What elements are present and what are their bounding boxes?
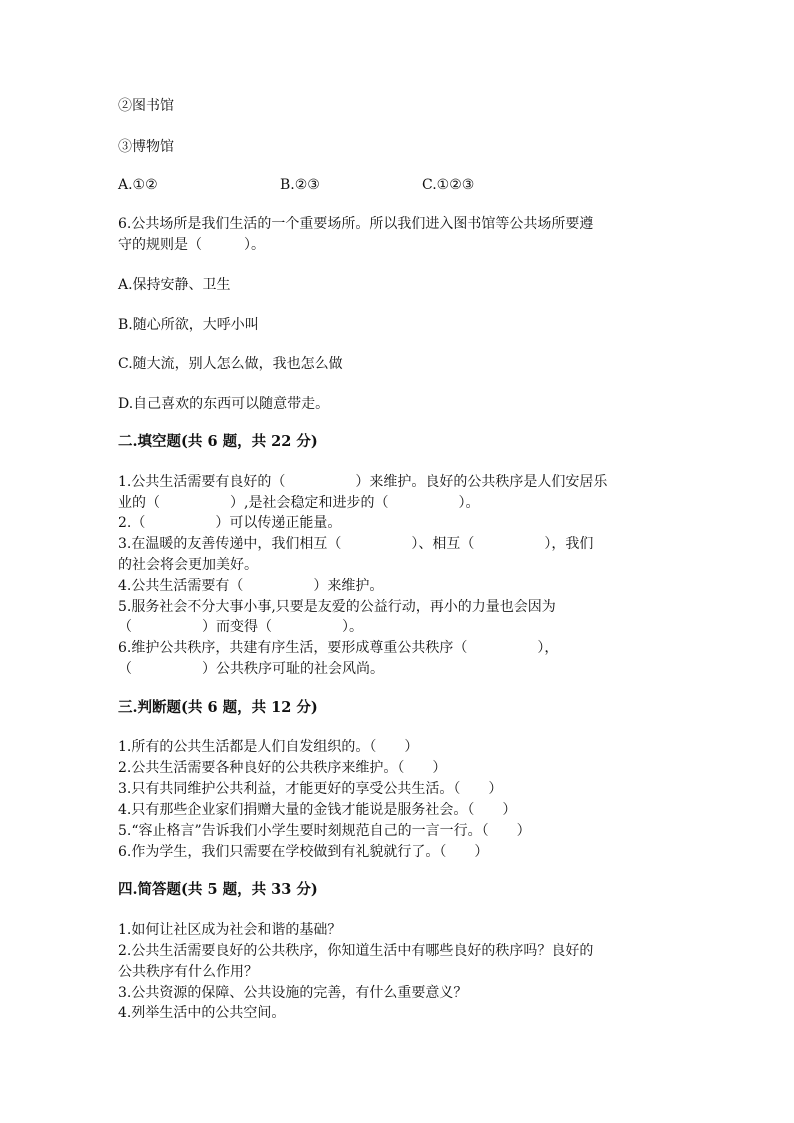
q6-option-d: D.自己喜欢的东西可以随意带走。 — [118, 396, 330, 412]
judge-line-5: 5.“容止格言”告诉我们小学生要时刻规范自己的一言一行。（ ） — [118, 823, 531, 839]
fill-line-7: 5.服务社会不分大事小事,只要是友爱的公益行动，再小的力量也会因为 — [118, 599, 556, 615]
q6-option-b: B.随心所欲，大呼小叫 — [118, 317, 259, 333]
section-3-heading: 三.判断题(共 6 题，共 12 分) — [118, 699, 318, 716]
q6-option-a: A.保持安静、卫生 — [118, 277, 231, 293]
q5-item-2: ②图书馆 — [118, 98, 174, 114]
fill-line-10: （ ）公共秩序可耻的社会风尚。 — [118, 661, 384, 677]
q5-option-b: B.②③ — [280, 177, 320, 193]
fill-line-4: 3.在温暖的友善传递中，我们相互（ ）、相互（ ），我们 — [118, 536, 594, 552]
fill-line-8: （ ）而变得（ ）。 — [118, 619, 363, 635]
short-answer-line-1: 1.如何让社区成为社会和谐的基础？ — [118, 922, 342, 938]
judge-line-3: 3.只有共同维护公共利益，才能更好的享受公共生活。（ ） — [118, 781, 503, 797]
judge-line-6: 6.作为学生，我们只需要在学校做到有礼貌就行了。（ ） — [118, 844, 489, 860]
section-4-heading: 四.简答题(共 5 题，共 33 分) — [118, 881, 318, 898]
q6-option-c: C.随大流，别人怎么做，我也怎么做 — [118, 356, 343, 372]
short-answer-line-4: 3.公共资源的保障、公共设施的完善，有什么重要意义？ — [118, 985, 468, 1001]
judge-line-2: 2.公共生活需要各种良好的公共秩序来维护。（ ） — [118, 760, 447, 776]
q6-stem-line-2: 守的规则是（ ）。 — [118, 237, 265, 253]
q5-item-3: ③博物馆 — [118, 139, 174, 155]
fill-line-3: 2.（ ）可以传递正能量。 — [118, 515, 342, 531]
judge-line-4: 4.只有那些企业家们捐赠大量的金钱才能说是服务社会。（ ） — [118, 802, 517, 818]
short-answer-line-3: 公共秩序有什么作用？ — [118, 964, 258, 980]
fill-line-6: 4.公共生活需要有（ ）来维护。 — [118, 578, 384, 594]
judge-line-1: 1.所有的公共生活都是人们自发组织的。（ ） — [118, 739, 419, 755]
fill-line-5: 的社会将会更加美好。 — [118, 557, 258, 573]
fill-line-9: 6.维护公共秩序，共建有序生活，要形成尊重公共秩序（ ）， — [118, 640, 559, 656]
q6-stem-line-1: 6.公共场所是我们生活的一个重要场所。所以我们进入图书馆等公共场所要遵 — [118, 216, 594, 232]
q5-option-c: C.①②③ — [422, 177, 475, 193]
fill-line-1: 1.公共生活需要有良好的（ ）来维护。良好的公共秩序是人们安居乐 — [118, 474, 608, 490]
q5-option-a: A.①② — [118, 177, 158, 193]
fill-line-2: 业的（ ）,是社会稳定和进步的（ ）。 — [118, 495, 480, 511]
short-answer-line-5: 4.列举生活中的公共空间。 — [118, 1005, 286, 1021]
short-answer-line-2: 2.公共生活需要良好的公共秩序，你知道生活中有哪些良好的秩序吗？良好的 — [118, 943, 594, 959]
section-2-heading: 二.填空题(共 6 题，共 22 分) — [118, 433, 318, 450]
